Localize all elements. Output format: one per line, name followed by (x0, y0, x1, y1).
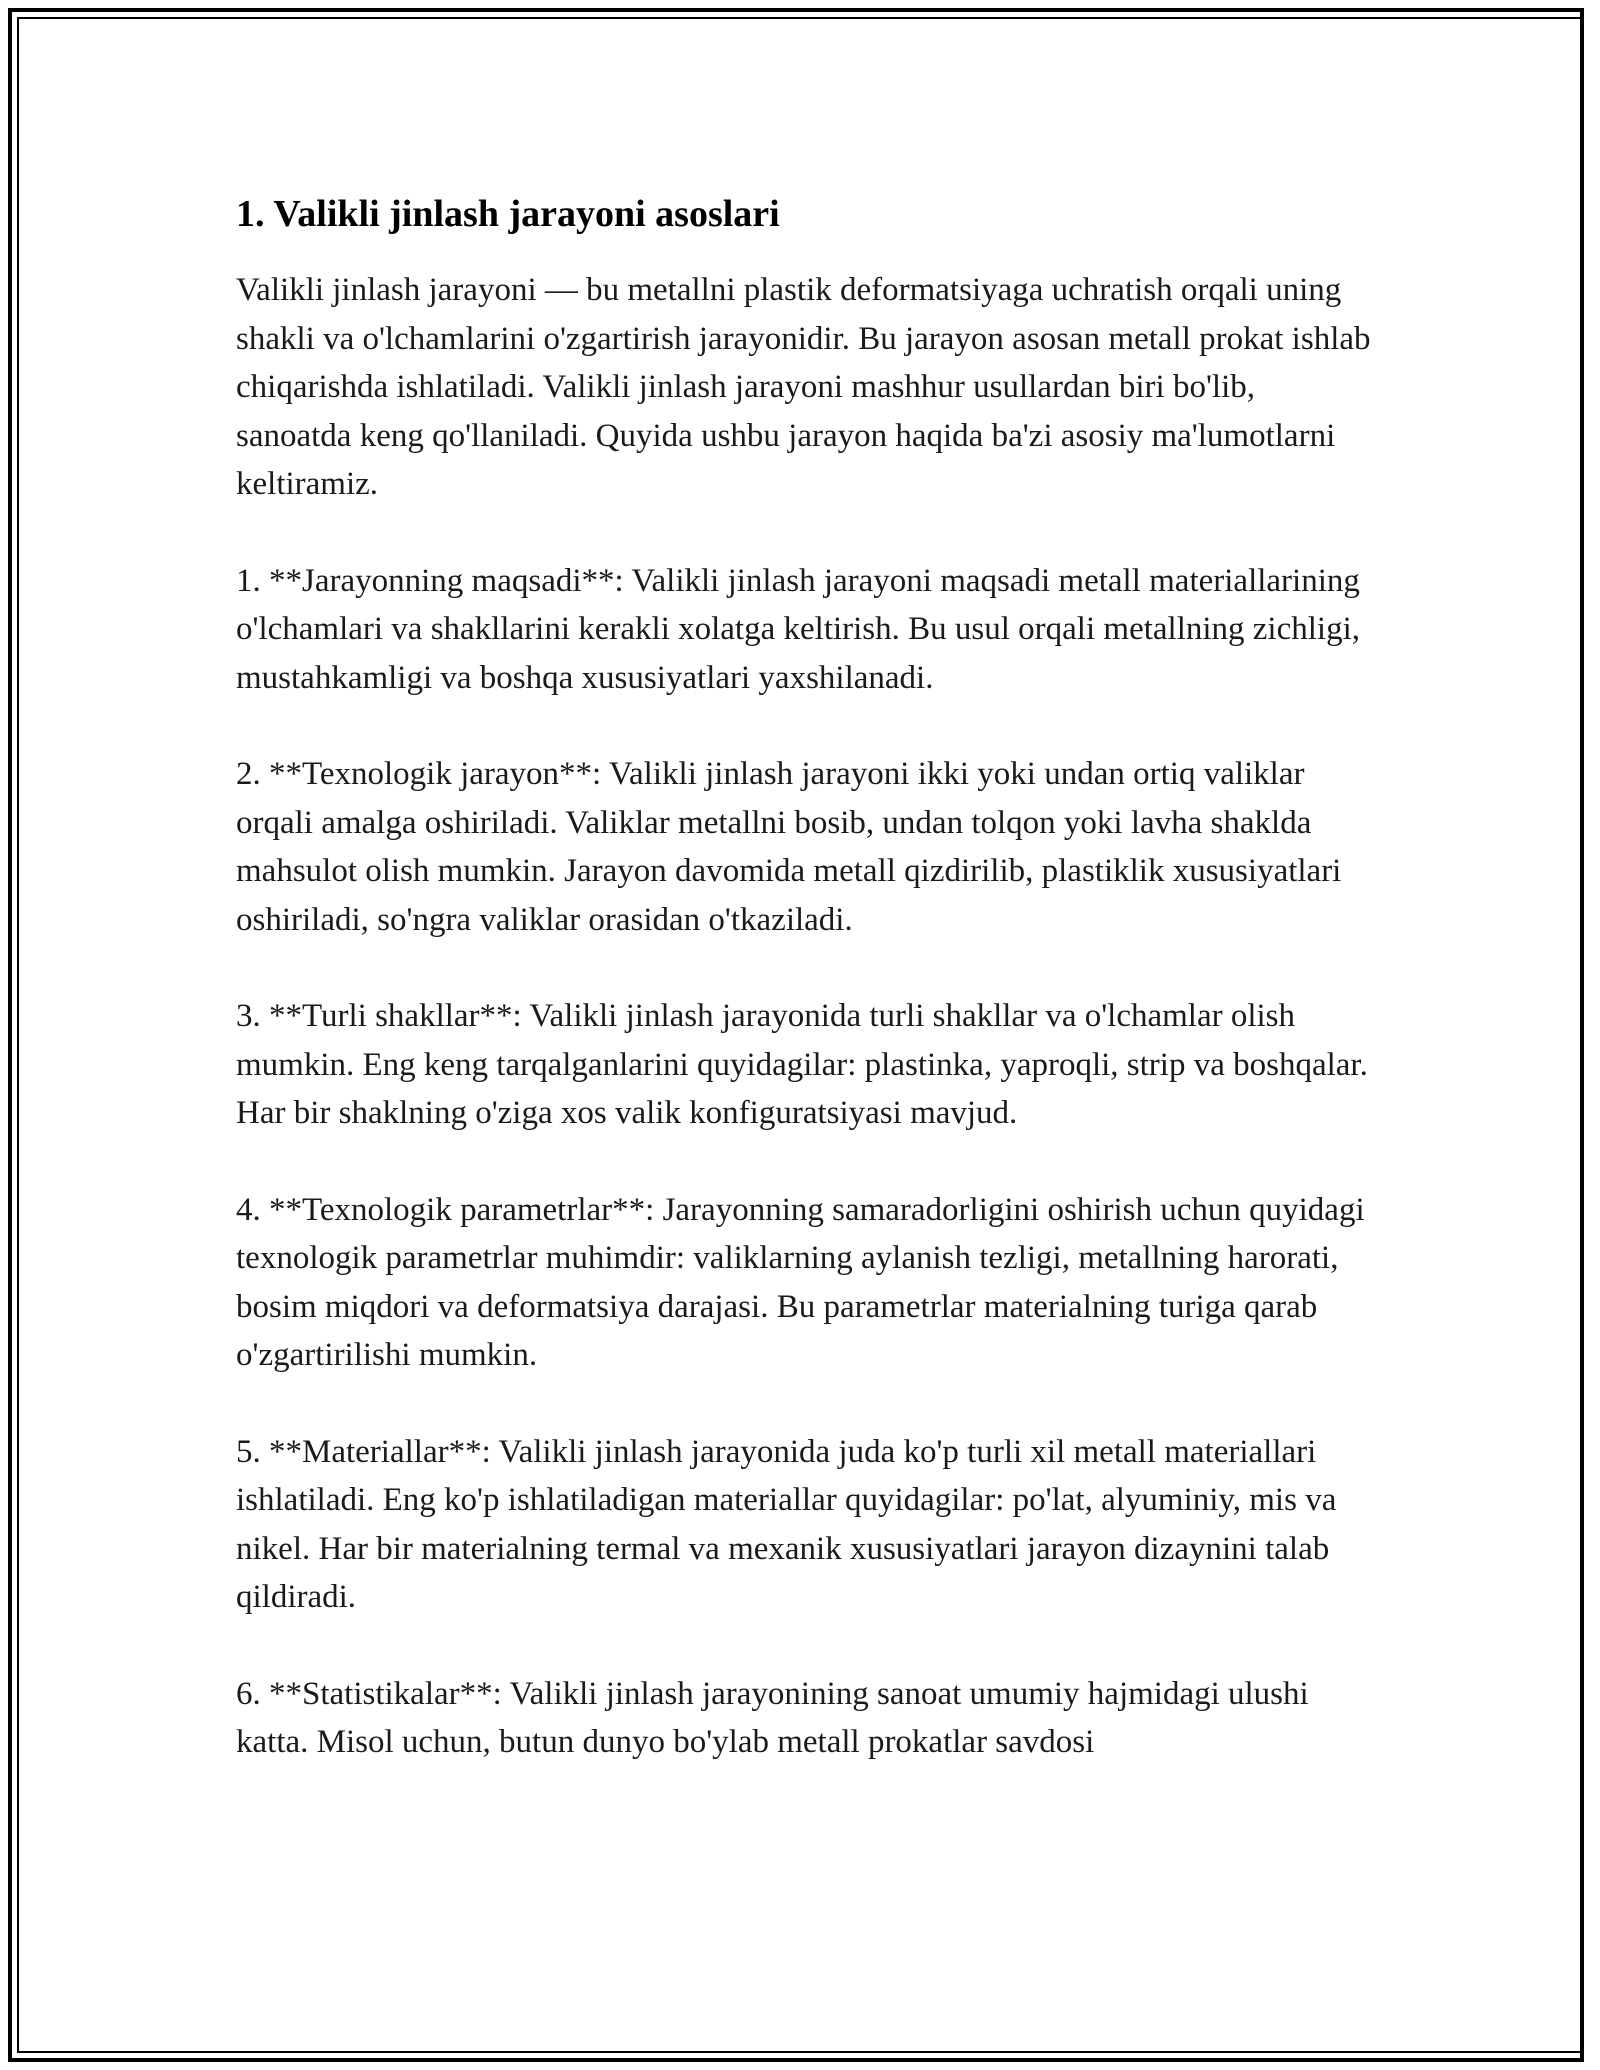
list-item-purpose: 1. **Jarayonning maqsadi**: Valikli jinlash jarayoni maqsadi metall materiallarining o'lchamlari va shakllarini kerakli xolatga keltirish. Bu usul orqali metallning zichligi, mustahkamligi va boshqa xususiyatlari yaxshilanadi. (236, 562, 1360, 696)
section-heading: 1. Valikli jinlash jarayoni asoslari (236, 193, 780, 235)
list-item-parameters: 4. **Texnologik parametrlar**: Jarayonning samaradorligini oshirish uchun quyidagi texnologik parametrlar muhimdir: valiklarning aylanish tezligi, metallning harorati, bosim miqdori va deformatsiya darajasi. Bu parametrlar materialning turiga qarab o'zgartirilishi mumkin. (236, 1191, 1365, 1373)
list-item-materials: 5. **Materiallar**: Valikli jinlash jarayonida juda ko'p turli xil metall materiallari ishlatiladi. Eng ko'p ishlatiladigan materiallar quyidagilar: po'lat, alyuminiy, mis va nikel. Har bir materialning termal va mexanik xususiyatlari jarayon dizaynini talab qildiradi. (236, 1433, 1337, 1615)
intro-paragraph: Valikli jinlash jarayoni — bu metallni plastik deformatsiyaga uchratish orqali uning shakli va o'lchamlarini o'zgartirish jarayonidir. Bu jarayon asosan metall prokat ishlab chiqarishda ishlatiladi. Valikli jinlash jarayoni mashhur usullardan biri bo'lib, sanoatda keng qo'llaniladi. Quyida ushbu jarayon haqida ba'zi asosiy ma'lumotlarni keltiramiz. (236, 272, 1371, 502)
document-body (236, 186, 1376, 1815)
list-item-technological-process: 2. **Texnologik jarayon**: Valikli jinlash jarayoni ikki yoki undan ortiq valiklar orqali amalga oshiriladi. Valiklar metallni bosib, undan tolqon yoki lavha shakldа mahsulot olish mumkin. Jarayon davomida metall qizdirilib, plastiklik xususiyatlari oshiriladi, so'ngra valiklar orasidan o'tkaziladi. (236, 756, 1342, 938)
list-item-statistics: 6. **Statistikalar**: Valikli jinlash jarayonining sanoat umumiy hajmidagi ulushi katta. Misol uchun, butun dunyo bo'ylab metall prokatlar savdosi (236, 1675, 1309, 1760)
list-item-shapes: 3. **Turli shakllar**: Valikli jinlash jarayonida turli shakllar va o'lchamlar olish mumkin. Eng keng tarqalganlarini quyidagilar: plastinka, yaproqli, strip va boshqalar. Har bir shaklning o'ziga xos valik konfiguratsiyasi mavjud. (236, 998, 1368, 1131)
